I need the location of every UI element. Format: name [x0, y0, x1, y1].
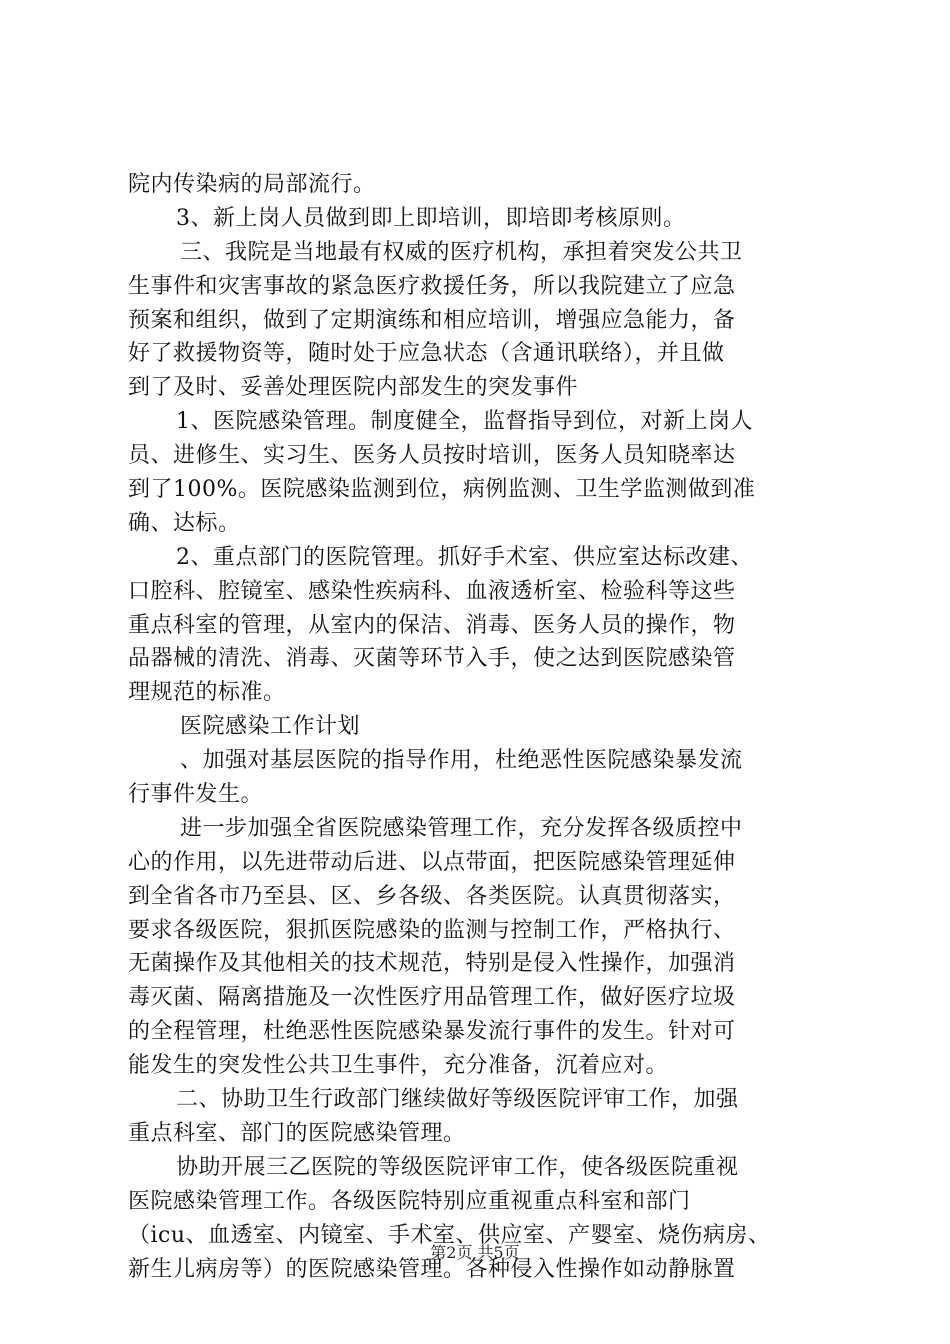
text-line: 院内传染病的局部流行。: [128, 172, 376, 197]
text-line: 行事件发生。: [128, 782, 264, 808]
text-line: 确、达标。: [128, 510, 241, 536]
text-line: 理规范的标准。: [128, 680, 286, 706]
text-line: 到全省各市乃至县、区、乡各级、各类医院。认真贯彻落实，: [128, 883, 736, 909]
document-body: [128, 168, 828, 1286]
text-line: 心的作用，以先进带动后进、以点带面，把医院感染管理延伸: [128, 849, 736, 875]
text-line: （icu、血透室、内镜室、手术室、供应室、产婴室、烧伤病房、: [128, 1222, 771, 1248]
text-line: 医院感染工作计划: [180, 714, 361, 740]
text-line: 能发生的突发性公共卫生事件，充分准备，沉着应对。: [128, 1053, 669, 1079]
text-line: 二、协助卫生行政部门继续做好等级医院评审工作，加强: [176, 1087, 739, 1113]
text-line: 进一步加强全省医院感染管理工作，充分发挥各级质控中: [180, 815, 743, 841]
text-line: 1、医院感染管理。制度健全，监督指导到位，对新上岗人: [176, 409, 753, 435]
page-footer: 第2页 共5页: [430, 1243, 520, 1262]
text-line: 重点科室、部门的医院感染管理。: [128, 1120, 466, 1146]
text-line: 无菌操作及其他相关的技术规范，特别是侵入性操作，加强消: [128, 951, 736, 977]
text-line: 3、新上岗人员做到即上即培训，即培即考核原则。: [176, 205, 686, 231]
text-line: 到了100%。医院感染监测到位，病例监测、卫生学监测做到准: [128, 477, 756, 503]
text-line: 2、重点部门的医院管理。抓好手术室、供应室达标改建、: [176, 544, 753, 570]
text-line: 三、我院是当地最有权威的医疗机构，承担着突发公共卫: [180, 239, 743, 265]
text-line: 毒灭菌、隔离措施及一次性医疗用品管理工作，做好医疗垃圾: [128, 985, 736, 1011]
text-line: 口腔科、腔镜室、感染性疾病科、血液透析室、检验科等这些: [128, 578, 736, 604]
text-line: 要求各级医院，狠抓医院感染的监测与控制工作，严格执行、: [128, 917, 736, 943]
text-line: 到了及时、妥善处理医院内部发生的突发事件: [128, 375, 579, 401]
text-line: 、加强对基层医院的指导作用，杜绝恶性医院感染暴发流: [180, 748, 743, 774]
text-line: 重点科室的管理，从室内的保洁、消毒、医务人员的操作，物: [128, 612, 736, 638]
text-line: 好了救援物资等，随时处于应急状态（含通讯联络），并且做: [128, 341, 725, 367]
text-line: 品器械的清洗、消毒、灭菌等环节入手，使之达到医院感染管: [128, 646, 736, 672]
text-line: 医院感染管理工作。各级医院特别应重视重点科室和部门: [128, 1188, 691, 1214]
text-line: 的全程管理，杜绝恶性医院感染暴发流行事件的发生。针对可: [128, 1019, 736, 1045]
text-line: 员、进修生、实习生、医务人员按时培训，医务人员知晓率达: [128, 443, 736, 469]
text-line: 新生儿病房等）的医院感染管理。各种侵入性操作如动静脉置: [128, 1256, 736, 1282]
text-line: 生事件和灾害事故的紧急医疗救援任务，所以我院建立了应急: [128, 273, 736, 299]
text-line: 预案和组织，做到了定期演练和相应培训，增强应急能力，备: [128, 307, 736, 333]
text-line: 协助开展三乙医院的等级医院评审工作，使各级医院重视: [176, 1154, 739, 1180]
